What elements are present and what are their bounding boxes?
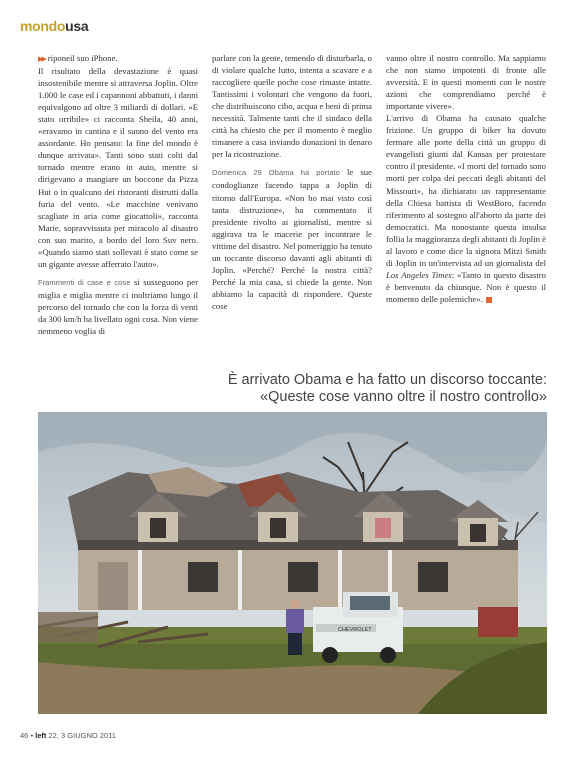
paragraph [212,166,375,312]
page-number: 46 [20,731,29,740]
paragraph-text: : «Tanto in questo disastro è benvenuto da chiunque. Non è questo il momento delle polemiche». [386,269,549,304]
section-name-a: mondo [20,18,66,34]
paragraph [212,52,375,160]
continue-marker-icon: ▶▶ [38,55,45,63]
section-header [20,18,88,34]
paragraph-text: parlare con la gente, temendo di disturbarla, o di violare qualche lutto, intenta a scavare e a raccogliere quelle poche cose rimaste intatte. Tantissimi i volontari che vengono da fuori, che distribuiscono cibo, acqua e beni di prima necessità. Talmente tanti che il sindaco della città ha chiesto che per il momento è meglio rimanere a casa inviando donazioni in denaro per la ricostruzione. [212,53,375,160]
paragraph-text: vanno oltre il nostro controllo. Ma sappiamo che non siamo impotenti di fronte alle avversità. E in questi momenti con le nostre azioni che comprendiamo perché è importante vivere». L'arrivo di Obama ha causato qualche frizione. Un gruppo di biker ha dovuto fermare alle porte della città un gruppo di evangelisti giunti dal Kansas per protestare contro il presidente. «I morti del tornado sono morti per colpa dei peccati degli abitanti del Missouri», ha dichiarato un rappresentante della Chiesa battista di WestBoro, facendo riferimento al sostegno all'aborto da parte dei democratici. Ma nonostante questa insulsa follia la maggioranza degli abitanti di Joplin è al lavoro e come dice la signora Mitzi Smith di Joplin in un'intervista ad un giornalista del [386,53,546,268]
pull-quote-line-1: È arrivato Obama e ha fatto un discorso toccante: [227,372,547,388]
article-columns [38,52,547,337]
section-lead: Domenica 29 Obama ha portato [212,168,340,178]
truck-label: CHEVROLET [338,627,372,633]
magazine-name: left [35,731,47,740]
section-name-b: usa [65,18,89,34]
section-lead: Frammenti di case e cose [38,277,131,287]
end-of-article-icon [486,297,492,303]
paragraph-text: le sue condoglianze facendo tappa a Joplin di ritorno dall'Europa. «Non ho mai visto così tanta distruzione», ha commentato il presidente rivolto ai giornalisti, mentre si aggirava tra le macerie per incontrare le vittime del disastro. Nel pomeriggio ha tenuto un toccante discorso davanti agli abitanti di Joplin. «Perché? Perché la nostra città? Perché la mia casa, si chiede la gente. Non abbiamo la capacità di rispondere. Queste cose [212,167,375,311]
red-vehicle [478,607,518,637]
pull-quote [207,372,547,406]
issue-date: 22, 3 GIUGNO 2011 [48,731,116,740]
column-1 [38,52,201,337]
photo-illustration [38,412,547,714]
tornado-damage-photo [38,412,547,714]
paragraph [38,52,198,270]
publication-name: Los Angeles Times [386,269,452,280]
page-footer [20,731,116,740]
footer-separator: • [30,731,34,740]
paragraph [38,276,201,337]
paragraph-text: si susseguono per miglia e miglia mentre ci inoltriamo lungo il percorso del tornado che con la forza di venti da 300 km/h ha livellato ogni cosa. Non viene nemmeno voglia di [38,276,201,337]
column-3 [386,52,549,337]
paragraph-text: riponeil suo iPhone. Il risultato della devastazione è quasi insostenibile mentre si attraversa Joplin. Oltre 1.000 le case ed i capannoni abbattuti, i danni equivalgono ad oltre 3 miliardi di dollari. «E stato orribile» ci racconta Sheila, 40 anni, «eravamo in cantina e il suono del vento era assordante. Ho pensato: la fine del mondo è dunque arrivata». Tanti sono stati colti dal tornado mentre erano in auto, mentre si dirigevano a mangiare un boccone da Pizza Hut o in qualcuno dei ristoranti distrutti dalla furia del vento. «Le macchine venivano scagliate in aria come giocattoli», racconta Marie, sopravvissuta per miracolo al disastro con suo marito, a bordo del loro Suv nero. «Quando siamo stati sollevati è stato come se un gigante avesse afferrato l'auto». [38,53,198,269]
pull-quote-line-2: «Queste cose vanno oltre il nostro controllo» [260,389,547,405]
column-2 [212,52,375,337]
paragraph [386,52,549,305]
